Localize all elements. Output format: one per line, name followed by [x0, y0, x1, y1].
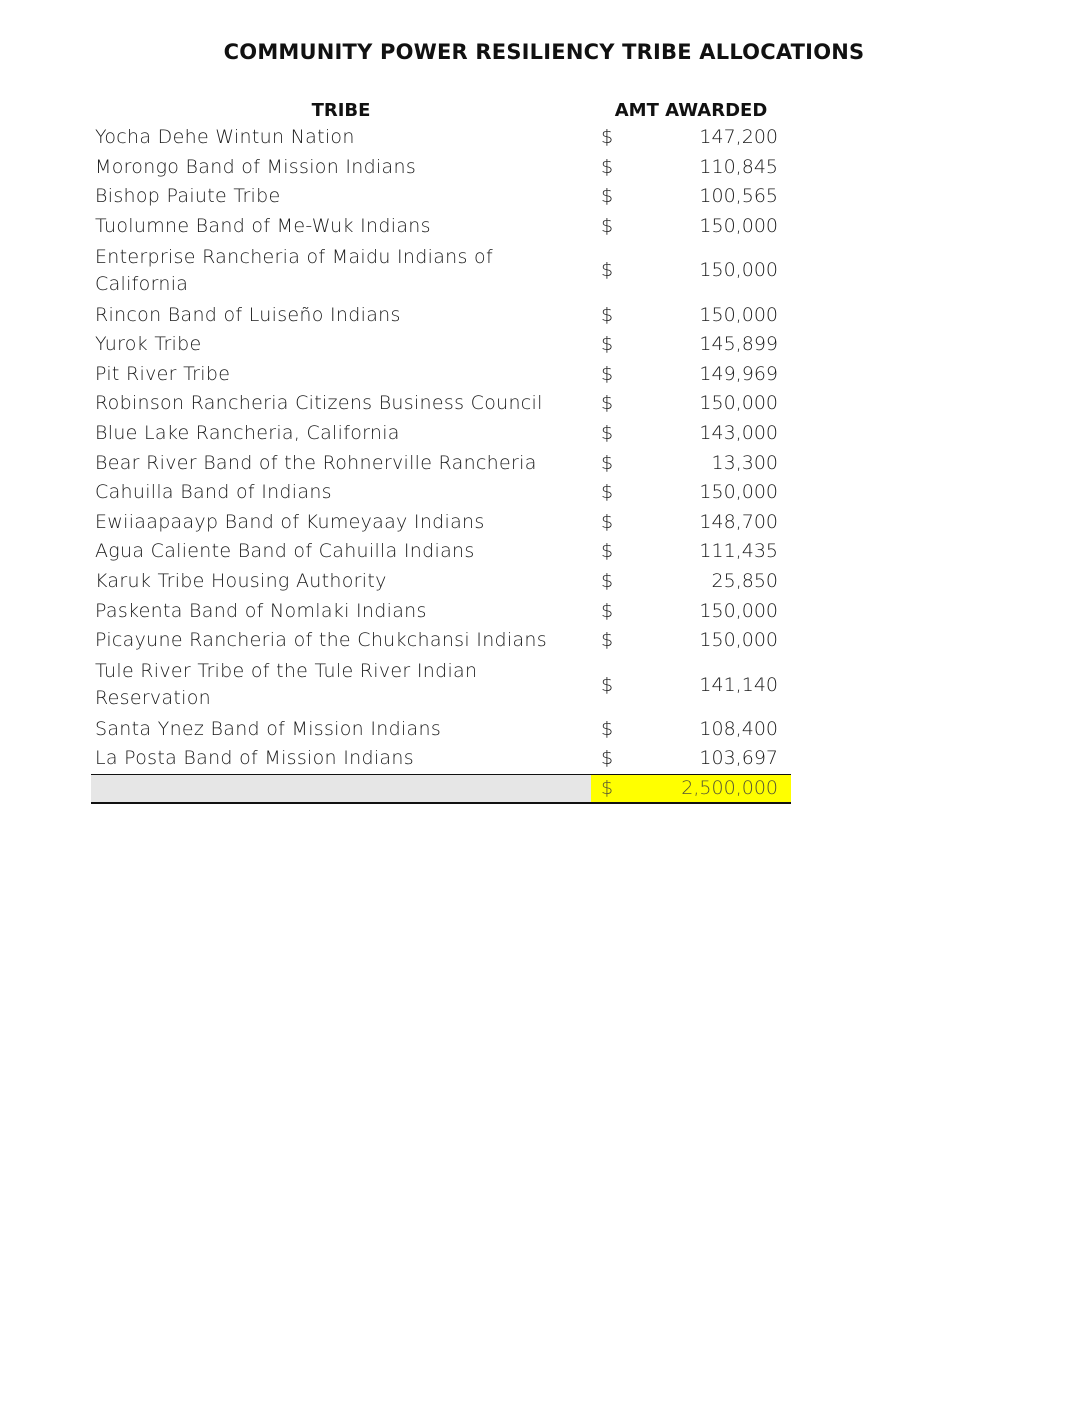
table-row	[91, 715, 791, 745]
currency-symbol: $	[601, 540, 614, 563]
table-row	[91, 448, 791, 478]
table-row	[91, 123, 791, 153]
amount-awarded: 150,000	[699, 215, 778, 238]
table-row	[91, 744, 791, 774]
amount-awarded: 25,850	[711, 570, 778, 593]
amount-awarded: 150,000	[699, 629, 778, 652]
amount-awarded: 150,000	[699, 392, 778, 415]
table-row	[91, 478, 791, 508]
currency-symbol: $	[601, 481, 614, 504]
table-header-row	[91, 96, 791, 123]
currency-symbol: $	[601, 303, 614, 326]
tribe-name: Rincon Band of Luiseño Indians	[95, 303, 401, 326]
amount-awarded: 108,400	[699, 717, 778, 740]
currency-symbol: $	[601, 392, 614, 415]
amount-awarded: 150,000	[699, 481, 778, 504]
currency-symbol: $	[601, 747, 614, 770]
amount-awarded: 148,700	[699, 510, 778, 533]
table-row	[91, 330, 791, 360]
tribe-name: Morongo Band of Mission Indians	[95, 155, 417, 178]
tribe-name: Yurok Tribe	[95, 333, 202, 356]
table-row	[91, 389, 791, 419]
tribe-name: Tuolumne Band of Me-Wuk Indians	[95, 215, 431, 238]
tribe-name: Robinson Rancheria Citizens Business Council	[95, 392, 543, 415]
tribe-name: Blue Lake Rancheria, California	[95, 422, 400, 445]
currency-symbol: $	[601, 717, 614, 740]
table-row	[91, 508, 791, 538]
tribe-name: Ewiiaapaayp Band of Kumeyaay Indians	[95, 510, 485, 533]
total-row	[91, 774, 791, 803]
total-amount: 2,500,000	[681, 774, 791, 803]
currency-symbol: $	[601, 510, 614, 533]
amount-awarded: 145,899	[699, 333, 778, 356]
tribe-name: La Posta Band of Mission Indians	[95, 747, 414, 770]
table-row	[91, 182, 791, 212]
total-currency-symbol: $	[591, 774, 681, 803]
amount-awarded: 150,000	[699, 303, 778, 326]
tribe-name: Enterprise Rancheria of Maidu Indians of California	[95, 245, 493, 295]
amount-awarded: 143,000	[699, 422, 778, 445]
table-row	[91, 596, 791, 626]
currency-symbol: $	[601, 155, 614, 178]
table-row	[91, 153, 791, 183]
currency-symbol: $	[601, 599, 614, 622]
page-title: COMMUNITY POWER RESILIENCY TRIBE ALLOCATIONS	[223, 40, 865, 64]
amount-awarded: 111,435	[699, 540, 778, 563]
table-row	[91, 567, 791, 597]
tribe-name: Pit River Tribe	[95, 362, 231, 385]
tribe-name: Yocha Dehe Wintun Nation	[95, 126, 355, 149]
currency-symbol: $	[601, 185, 614, 208]
amount-awarded: 13,300	[711, 451, 778, 474]
amount-awarded: 141,140	[699, 673, 778, 696]
tribe-name: Karuk Tribe Housing Authority	[95, 570, 387, 593]
total-label-cell	[91, 774, 591, 803]
amount-awarded: 147,200	[699, 126, 778, 149]
currency-symbol: $	[601, 259, 614, 282]
amount-awarded: 103,697	[699, 747, 778, 770]
amount-awarded: 100,565	[699, 185, 778, 208]
tribe-name: Tule River Tribe of the Tule River Indian Reservation	[95, 660, 478, 709]
tribe-name: Cahuilla Band of Indians	[95, 481, 332, 504]
currency-symbol: $	[601, 422, 614, 445]
currency-symbol: $	[601, 451, 614, 474]
currency-symbol: $	[601, 629, 614, 652]
table-row	[91, 300, 791, 330]
column-header-tribe: TRIBE	[311, 99, 371, 121]
table-row	[91, 212, 791, 242]
table-row	[91, 626, 791, 656]
currency-symbol: $	[601, 126, 614, 149]
tribe-name: Paskenta Band of Nomlaki Indians	[95, 599, 427, 622]
table-row	[91, 419, 791, 449]
amount-awarded: 149,969	[699, 362, 778, 385]
table-row	[91, 537, 791, 567]
allocations-sheet	[91, 96, 791, 804]
currency-symbol: $	[601, 215, 614, 238]
amount-awarded: 110,845	[699, 155, 778, 178]
tribe-name: Bishop Paiute Tribe	[95, 185, 281, 208]
tribe-name: Agua Caliente Band of Cahuilla Indians	[95, 540, 475, 563]
currency-symbol: $	[601, 362, 614, 385]
amount-awarded: 150,000	[699, 259, 778, 282]
tribe-name: Picayune Rancheria of the Chukchansi Indians	[95, 629, 547, 652]
column-header-amount: AMT AWARDED	[614, 99, 768, 121]
table-row	[91, 360, 791, 390]
table-body	[91, 123, 791, 774]
allocations-table	[91, 96, 791, 804]
currency-symbol: $	[601, 333, 614, 356]
currency-symbol: $	[601, 570, 614, 593]
currency-symbol: $	[601, 673, 614, 696]
table-row	[91, 241, 791, 300]
table-row	[91, 656, 791, 715]
amount-awarded: 150,000	[699, 599, 778, 622]
tribe-name: Bear River Band of the Rohnerville Rancheria	[95, 451, 537, 474]
tribe-name: Santa Ynez Band of Mission Indians	[95, 717, 442, 740]
